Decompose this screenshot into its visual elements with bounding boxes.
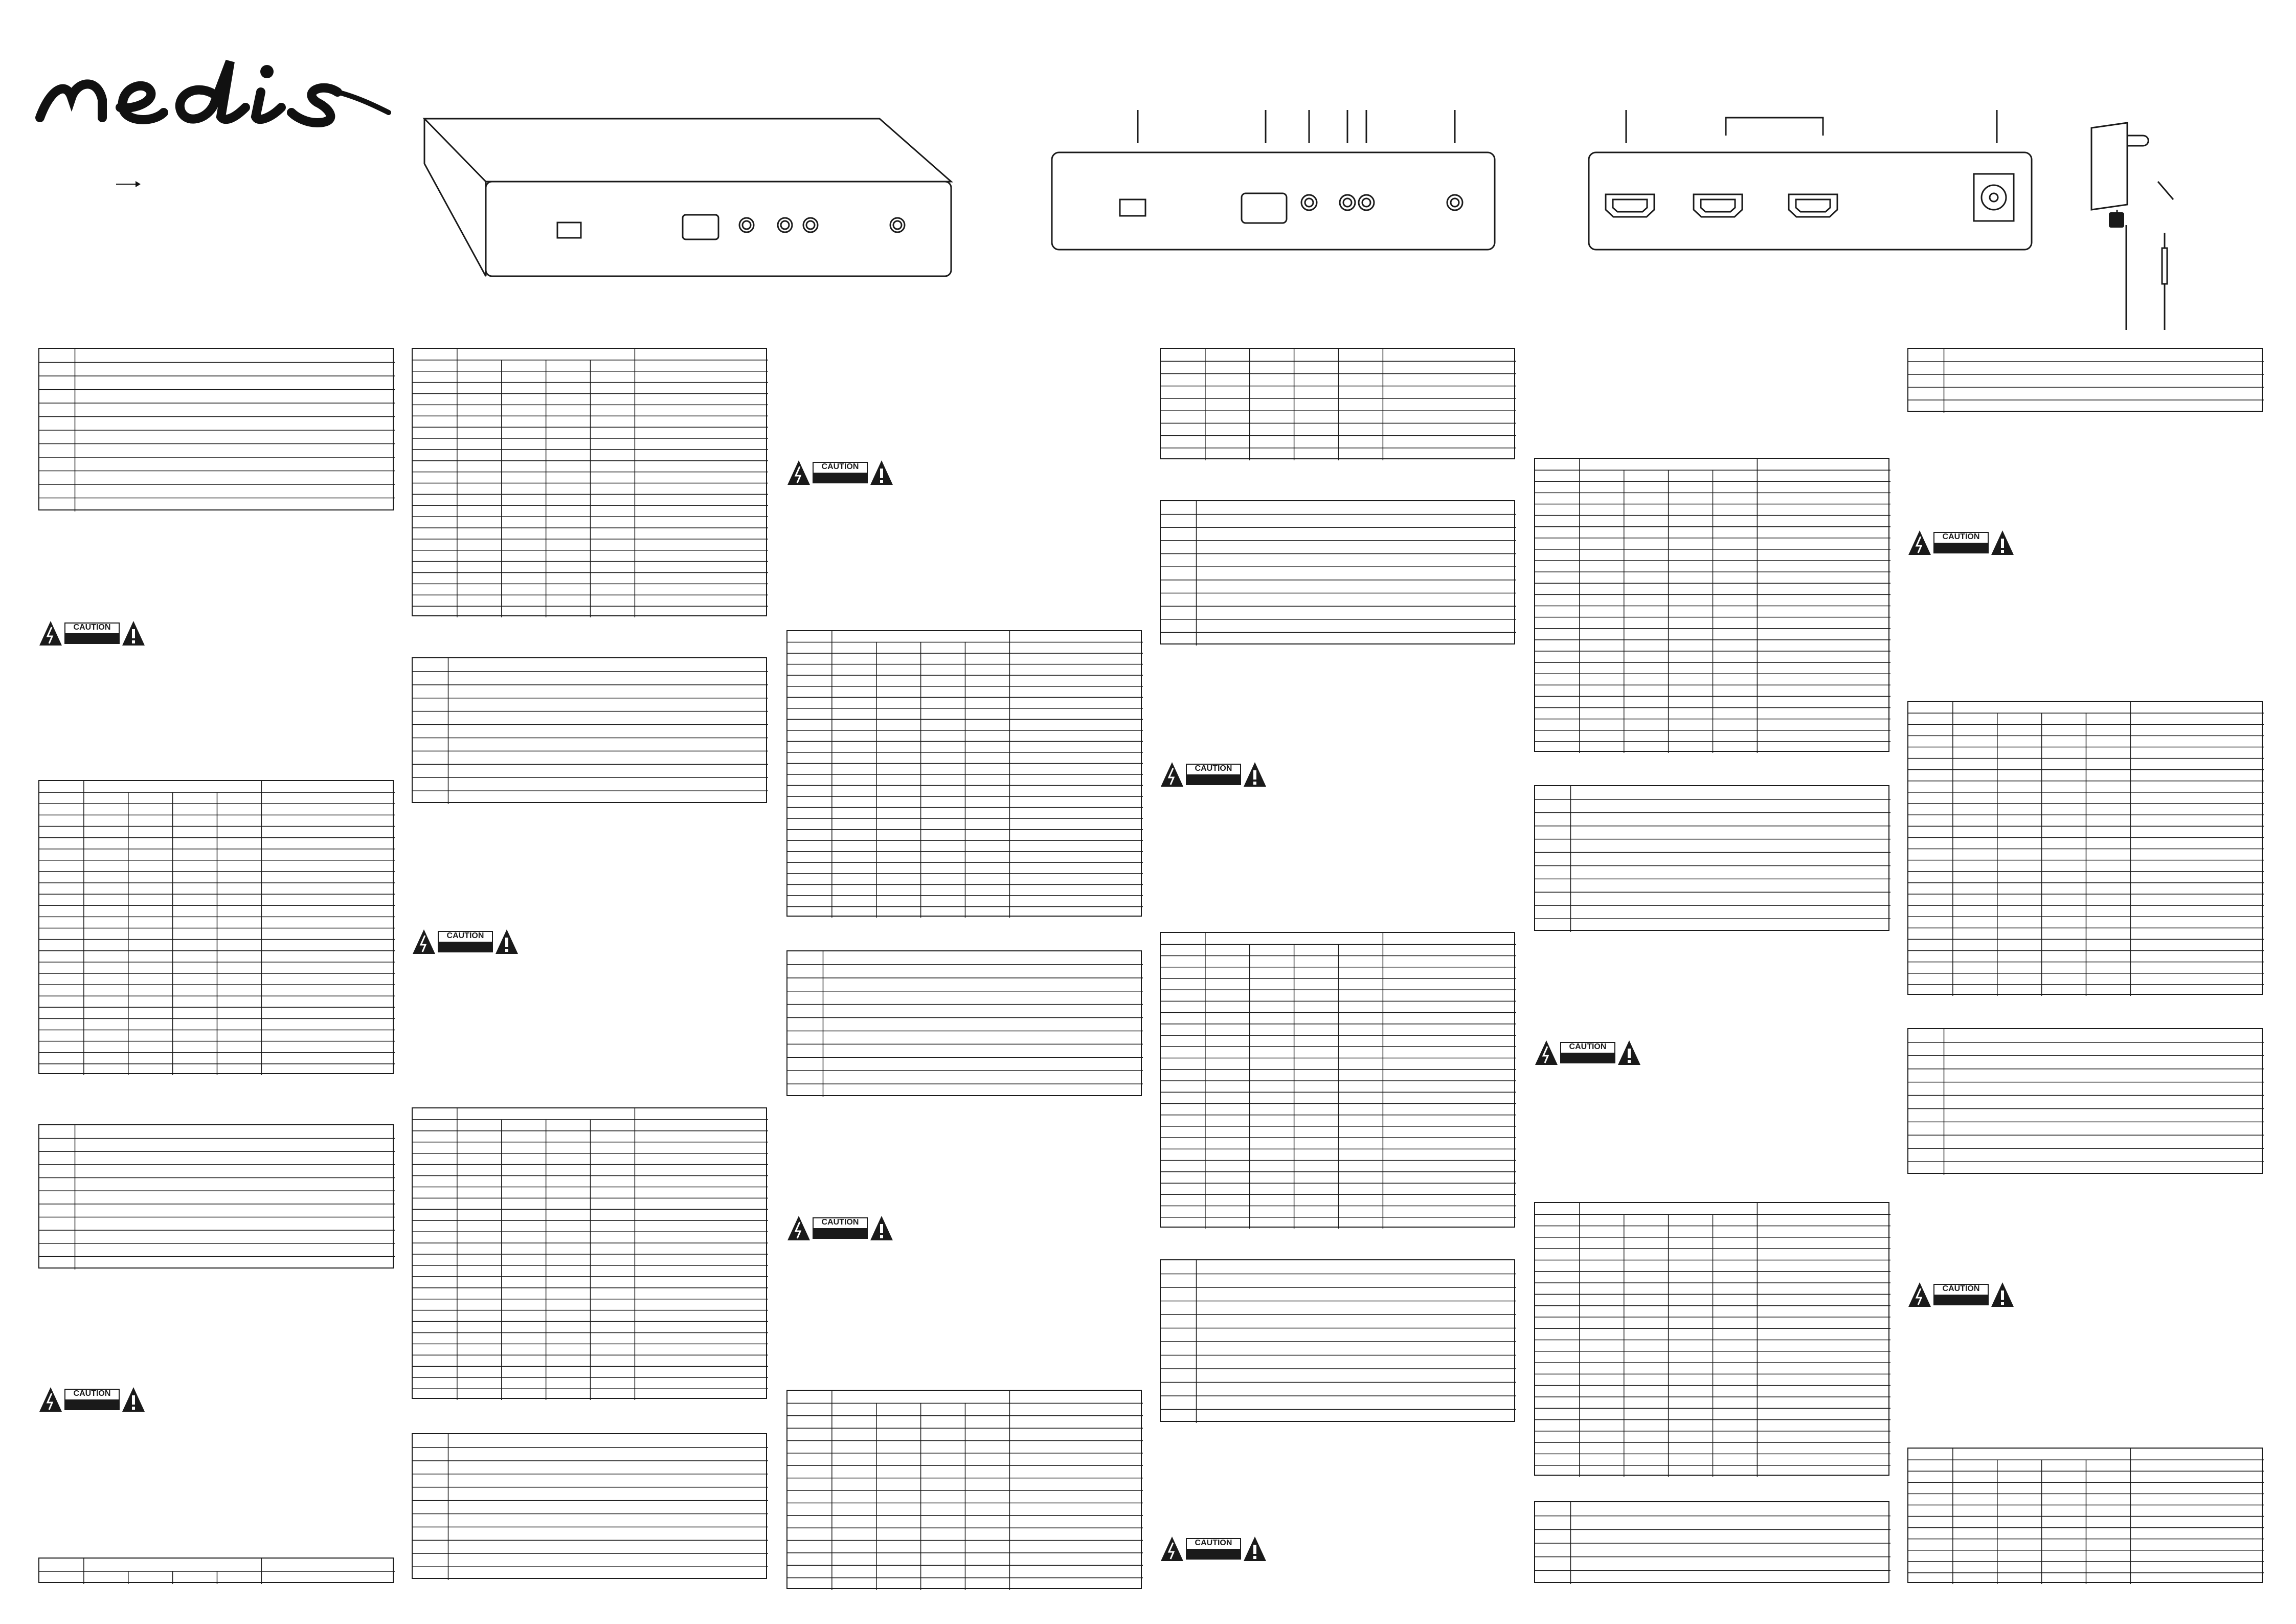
spec-table-grid [1161, 1260, 1516, 1423]
spec-table [1160, 500, 1515, 644]
caution-symbol [786, 1215, 894, 1241]
spec-table-grid [1535, 459, 1890, 753]
caution-label: CAUTION [73, 1389, 111, 1398]
caution-label: CAUTION [1195, 1539, 1232, 1547]
caution-label: CAUTION [1942, 1284, 1980, 1293]
spec-table [38, 780, 394, 1074]
spec-table-grid [413, 658, 768, 804]
spec-table [1907, 1028, 2263, 1174]
spec-table-grid [1161, 933, 1516, 1229]
spec-table-grid [787, 951, 1143, 1097]
spec-table-grid [1535, 1203, 1890, 1477]
spec-table [786, 950, 1142, 1096]
caution-symbol [1534, 1039, 1641, 1066]
spec-table-grid [39, 349, 395, 511]
spec-table [1907, 348, 2263, 412]
spec-table [1534, 1501, 1889, 1583]
caution-label: CAUTION [1195, 764, 1232, 773]
spec-table-grid [413, 1434, 768, 1580]
caution-symbol [1160, 1536, 1267, 1562]
spec-table-grid [39, 1125, 395, 1270]
spec-table-grid [1908, 349, 2264, 413]
spec-table-grid [1535, 1502, 1890, 1584]
spec-table [1160, 348, 1515, 459]
spec-table-grid [39, 781, 395, 1075]
spec-table-grid [413, 1108, 768, 1400]
spec-table [786, 630, 1142, 917]
caution-label: CAUTION [1569, 1042, 1607, 1051]
spec-table [412, 1433, 767, 1579]
caution-label: CAUTION [446, 931, 484, 940]
caution-symbol [1160, 761, 1267, 788]
caution-symbol [38, 1386, 146, 1413]
power-adapter-illustration [2086, 115, 2189, 335]
caution-label: CAUTION [1942, 532, 1980, 541]
spec-table-grid [1535, 786, 1890, 932]
caution-symbol [38, 620, 146, 647]
spec-table [38, 1558, 394, 1583]
spec-table-grid [1161, 501, 1516, 646]
brand-logo [31, 51, 399, 138]
caution-symbol [412, 928, 519, 955]
spec-table-grid [787, 631, 1143, 918]
spec-table [1160, 1259, 1515, 1422]
caution-label: CAUTION [821, 1218, 859, 1227]
spec-table-grid [1908, 1029, 2264, 1175]
rear-panel-illustration [1585, 107, 2035, 256]
spec-table-grid [1908, 1449, 2264, 1584]
spec-table [1907, 1448, 2263, 1583]
spec-table [1907, 701, 2263, 995]
spec-table-grid [1908, 702, 2264, 996]
spec-table [1534, 458, 1889, 752]
spec-table [1534, 785, 1889, 931]
arrow-right-icon [115, 179, 141, 189]
spec-table [412, 1107, 767, 1399]
caution-label: CAUTION [821, 462, 859, 471]
device-perspective-illustration [419, 113, 956, 286]
spec-table [412, 657, 767, 803]
spec-table [38, 1124, 394, 1269]
spec-table-grid [1161, 349, 1516, 460]
spec-table [412, 348, 767, 616]
caution-label: CAUTION [73, 623, 111, 632]
spec-table [38, 348, 394, 510]
spec-table-grid [413, 349, 768, 617]
caution-symbol [1907, 1281, 2015, 1308]
spec-table-grid [39, 1559, 395, 1584]
caution-symbol [1907, 529, 2015, 556]
caution-symbol [786, 459, 894, 486]
spec-table [1160, 932, 1515, 1228]
spec-table [786, 1390, 1142, 1589]
front-panel-illustration [1048, 107, 1498, 256]
spec-table [1534, 1202, 1889, 1476]
spec-table-grid [787, 1391, 1143, 1590]
